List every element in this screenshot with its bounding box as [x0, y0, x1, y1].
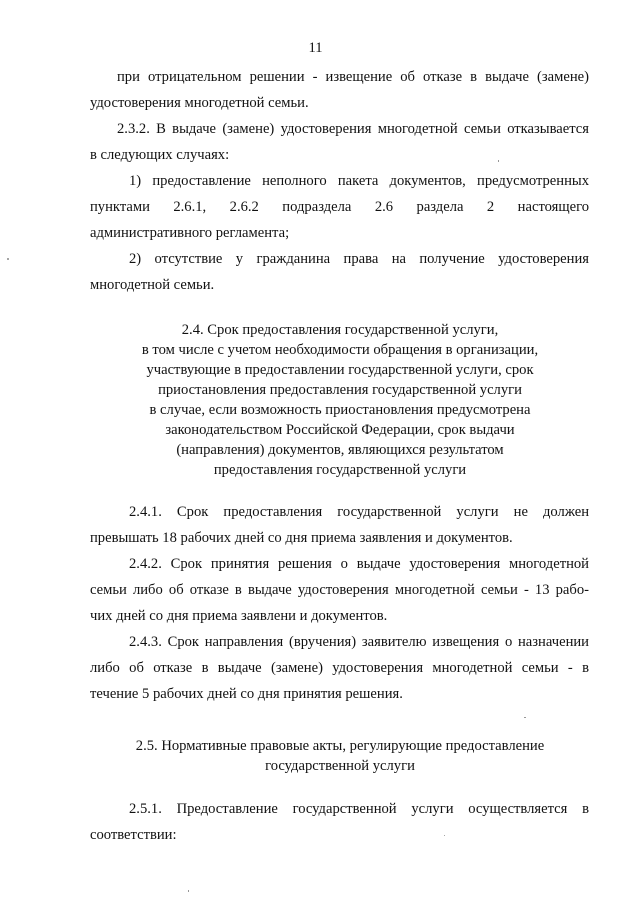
text-line: 2.4.3. Срок направления (вручения) заявителю извещения о назначении	[129, 634, 589, 650]
scan-speck	[444, 835, 445, 836]
heading-line: предоставления государственной услуги	[213, 462, 467, 478]
heading-line: в случае, если возможность приостановления предусмотрена	[149, 402, 531, 418]
scan-speck	[188, 890, 189, 892]
text-line: 2) отсутствие у гражданина права на получение удостоверения	[129, 251, 589, 267]
text-line: административного регламента;	[90, 225, 290, 241]
heading-line: (направления) документов, являющихся результатом	[176, 442, 504, 458]
text-line: 2.3.2. В выдаче (замене) удостоверения многодетной семьи отказывается	[117, 121, 589, 137]
heading-line: законодательством Российской Федерации, срок выдачи	[165, 422, 515, 438]
page-number: 11	[308, 40, 323, 56]
scan-speck	[498, 160, 499, 162]
text-line: соответствии:	[90, 827, 177, 843]
heading-line: 2.4. Срок предоставления государственной услуги,	[181, 322, 499, 338]
text-line: либо об отказе в выдаче (замене) удостоверения многодетной семьи - в	[90, 660, 589, 676]
text-line: 2.4.2. Срок принятия решения о выдаче удостоверения многодетной	[129, 556, 589, 572]
text-line: превышать 18 рабочих дней со дня приема заявления и документов.	[90, 530, 513, 546]
text-line: чих дней со дня приема заявлени и документов.	[90, 608, 388, 624]
scan-speck	[524, 717, 526, 718]
heading-line: участвующие в предоставлении государственной услуги, срок	[146, 362, 534, 378]
heading-line: в том числе с учетом необходимости обращения в организации,	[141, 342, 539, 358]
text-line: 2.5.1. Предоставление государственной услуги осуществляется в	[129, 801, 589, 817]
text-line: в следующих случаях:	[90, 147, 230, 163]
heading-line: приостановления предоставления государственной услуги	[158, 382, 522, 398]
heading-line: государственной услуги	[265, 758, 415, 774]
text-line: семьи либо об отказе в выдаче удостоверения многодетной семьи - 13 рабо-	[90, 582, 589, 598]
scan-speck	[7, 258, 9, 260]
text-line: 1) предоставление неполного пакета документов, предусмотренных	[129, 173, 589, 189]
text-line: пунктами 2.6.1, 2.6.2 подраздела 2.6 раздела 2 настоящего	[90, 199, 589, 215]
text-line: удостоверения многодетной семьи.	[90, 95, 309, 111]
text-line: многодетной семьи.	[90, 277, 215, 293]
heading-line: 2.5. Нормативные правовые акты, регулирующие предоставление	[135, 738, 545, 754]
text-line: 2.4.1. Срок предоставления государственной услуги не должен	[129, 504, 589, 520]
text-line: при отрицательном решении - извещение об отказе в выдаче (замене)	[117, 69, 589, 85]
text-line: течение 5 рабочих дней со дня принятия решения.	[90, 686, 403, 702]
